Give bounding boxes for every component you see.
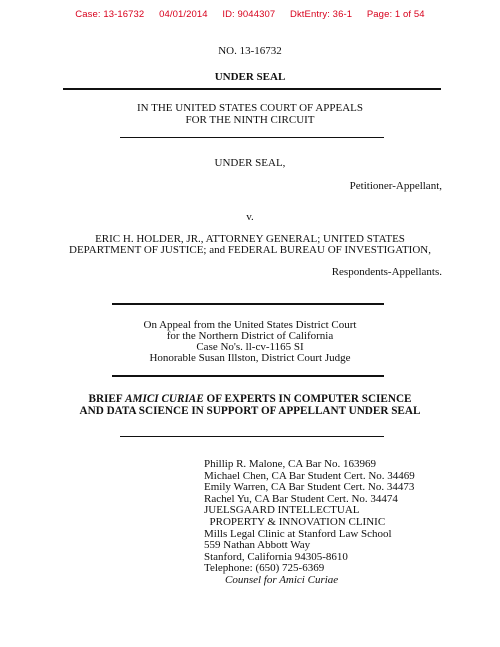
counsel-line: Emily Warren, CA Bar Student Cert. No. 34473 xyxy=(204,481,415,494)
respondents-role: Respondents-Appellants. xyxy=(331,266,442,278)
counsel-line: Mills Legal Clinic at Stanford Law School xyxy=(204,527,392,540)
top-double-rule xyxy=(63,88,441,90)
court-line-2: FOR THE NINTH CIRCUIT xyxy=(185,114,315,126)
petitioner-name: UNDER SEAL, xyxy=(214,157,286,169)
appeal-line-2: for the Northern District of California xyxy=(166,330,334,342)
counsel-line: PROPERTY & INNOVATION CLINIC xyxy=(204,515,386,528)
petitioner-role: Petitioner-Appellant, xyxy=(349,180,442,192)
under-seal-title: UNDER SEAL xyxy=(214,71,286,83)
appeal-line-4: Honorable Susan Illston, District Court Judge xyxy=(149,352,351,364)
respondents-line-2: DEPARTMENT OF JUSTICE; and FEDERAL BUREAU OF INVESTIGATION, xyxy=(69,244,431,256)
counsel-line: 559 Nathan Abbott Way xyxy=(204,539,311,552)
counsel-line: Stanford, California 94305-8610 xyxy=(204,550,348,563)
brief-prefix: BRIEF xyxy=(88,393,126,405)
appeal-top-rule xyxy=(112,303,384,305)
court-divider xyxy=(120,137,384,138)
versus: v. xyxy=(246,211,254,223)
appeal-bottom-rule xyxy=(112,375,384,377)
pdf-stamp-header xyxy=(0,9,500,20)
brief-divider xyxy=(120,436,384,437)
counsel-line: Rachel Yu, CA Bar Student Cert. No. 34474 xyxy=(204,492,398,505)
counsel-signature: Counsel for Amici Curiae xyxy=(225,574,339,586)
dkt-stamp: DktEntry: 36-1 xyxy=(289,9,353,20)
brief-line-1-rest: OF EXPERTS IN COMPUTER SCIENCE xyxy=(203,393,412,405)
page-stamp: Page: 1 of 54 xyxy=(366,9,425,20)
id-stamp: ID: 9044307 xyxy=(222,9,276,20)
counsel-block xyxy=(204,459,415,575)
date-stamp: 04/01/2014 xyxy=(159,9,208,20)
respondents-line-1: ERIC H. HOLDER, JR., ATTORNEY GENERAL; UNITED STATES xyxy=(95,233,405,245)
counsel-line: Phillip R. Malone, CA Bar No. 163969 xyxy=(204,458,377,470)
case-stamp: Case: 13-16732 xyxy=(75,9,145,20)
counsel-line: JUELSGAARD INTELLECTUAL xyxy=(204,504,360,517)
brief-amici-italic: AMICI CURIAE xyxy=(125,393,204,405)
counsel-line: Telephone: (650) 725-6369 xyxy=(204,562,325,575)
counsel-line: Michael Chen, CA Bar Student Cert. No. 34469 xyxy=(204,469,415,482)
appeal-line-3: Case No's. ll-cv-1165 SI xyxy=(196,341,304,353)
court-line-1: IN THE UNITED STATES COURT OF APPEALS xyxy=(136,102,363,114)
brief-title-line-1 xyxy=(0,393,500,405)
case-number: NO. 13-16732 xyxy=(218,45,282,57)
brief-title-line-2: AND DATA SCIENCE IN SUPPORT OF APPELLANT UNDER SEAL xyxy=(79,405,421,417)
appeal-line-1: On Appeal from the United States District Court xyxy=(143,319,357,331)
